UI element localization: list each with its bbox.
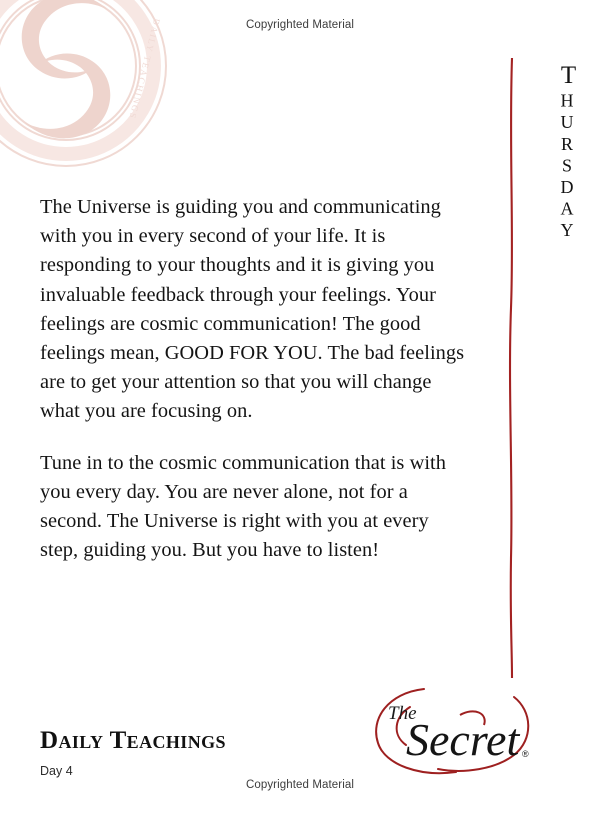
vertical-rule-divider [505, 58, 519, 678]
copyright-notice-top: Copyrighted Material [245, 19, 355, 31]
svg-text:The: The [388, 703, 417, 724]
day-of-week-label: Thursday [555, 62, 582, 242]
the-secret-logo [364, 677, 544, 781]
svg-text:®: ® [522, 749, 529, 759]
paragraph-2: Tune in to the cosmic communication that is with you every day. You are never alone, not for a second. The Universe is right with you at every step, guiding you. But you have to listen! [40, 451, 447, 562]
teaching-body [40, 193, 470, 565]
paragraph-1: The Universe is guiding you and communicating with you in every second of your life. It is responding to your thoughts and it is giving you invaluable feedback through your feelings. Your feelings are cosmic communication! The good feelings mean, GOOD FOR YOU. The bad feelings are to get your attention so that you will change what you are focusing on. [40, 196, 465, 423]
copyright-notice-bottom: Copyrighted Material [245, 779, 355, 791]
svg-text:DAILY TEACHINGS: DAILY TEACHINGS [127, 17, 163, 121]
footer-book-title: Daily Teachings [40, 727, 226, 754]
footer-day-number: Day 4 [40, 764, 73, 778]
svg-text:Secret: Secret [406, 714, 520, 765]
